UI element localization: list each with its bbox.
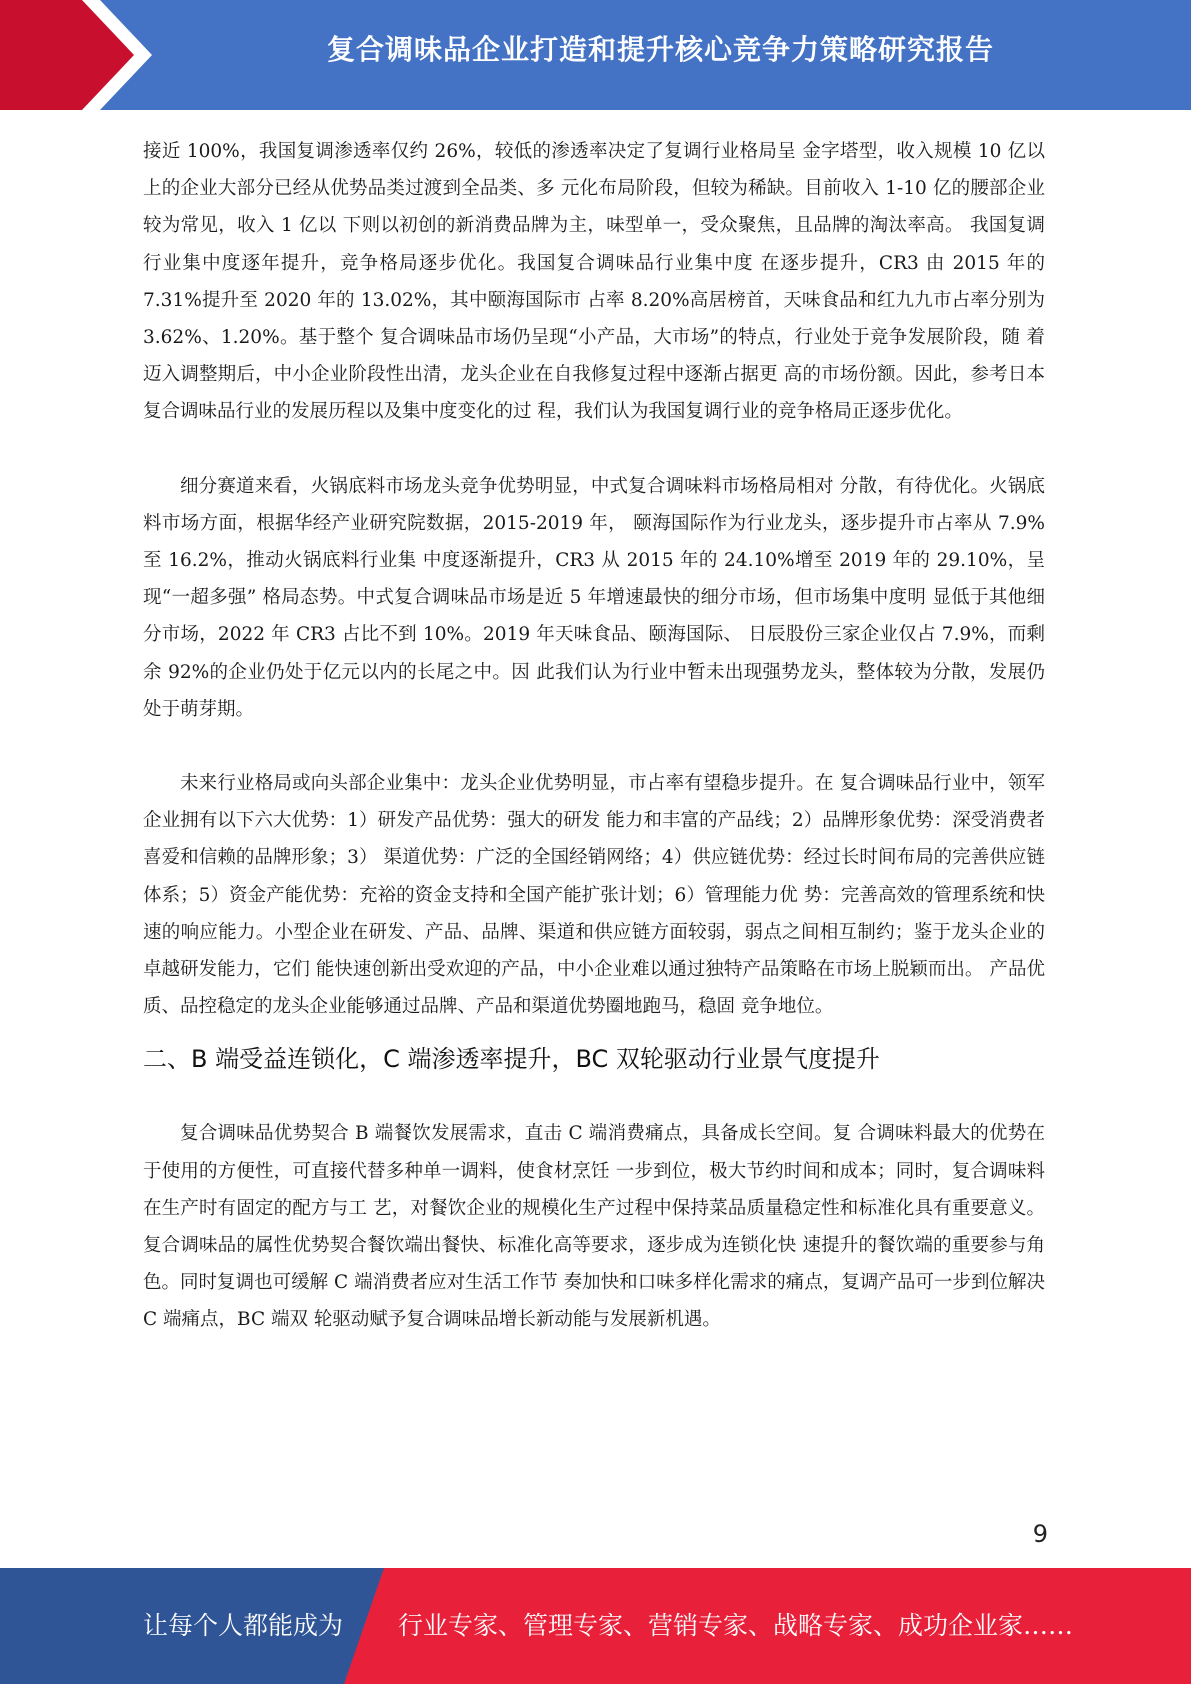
header-bar (0, 0, 1191, 110)
document-title: 复合调味品企业打造和提升核心竞争力策略研究报告 (326, 33, 994, 66)
page-content (143, 133, 1045, 1339)
paragraph: 未来行业格局或向头部企业集中：龙头企业优势明显，市占率有望稳步提升。在 复合调味品行业中，领军企业拥有以下六大优势：1）研发产品优势：强大的研发 能力和丰富的产品线；2）品牌形象优势：深受消费者喜爱和信赖的品牌形象；3） 渠道优势：广泛的全国经销网络；4）供应链优势：经过长时间布局的完善供应链 体系；5）资金产能优势：充裕的资金支持和全国产能扩张计划；6）管理能力优 势：完善高效的管理系统和快速的响应能力。小型企业在研发、产品、品牌、渠道和供应链方面较弱，弱点之间相互制约；鉴于龙头企业的卓越研发能力，它们 能快速创新出受欢迎的产品，中小企业难以通过独特产品策略在市场上脱颖而出。 产品优质、品控稳定的龙头企业能够通过品牌、产品和渠道优势圈地跑马，稳固 竞争地位。 (143, 773, 1045, 1018)
footer-slogan-right: 行业专家、管理专家、营销专家、战略专家、成功企业家…… (398, 1611, 1074, 1640)
page-number: 9 (1032, 1520, 1048, 1548)
paragraph: 细分赛道来看，火锅底料市场龙头竞争优势明显，中式复合调味料市场格局相对 分散，有待优化。火锅底料市场方面，根据华经产业研究院数据，2015-2019 年， 颐海国际作为行业龙头，逐步提升市占率从 7.9%至 16.2%，推动火锅底料行业集 中度逐渐提升，CR3 从 2015 年的 24.10%增至 2019 年的 29.10%，呈现“一超多强” 格局态势。中式复合调味品市场是近 5 年增速最快的细分市场，但市场集中度明 显低于其他细分市场，2022 年 CR3 占比不到 10%。2019 年天味食品、颐海国际、 日辰股份三家企业仅占 7.9%，而剩余 92%的企业仍处于亿元以内的长尾之中。因 此我们认为行业中暂未出现强势龙头，整体较为分散，发展仍处于萌芽期。 (143, 475, 1045, 720)
paragraph: 复合调味品优势契合 B 端餐饮发展需求，直击 C 端消费痛点，具备成长空间。复 合调味料最大的优势在于使用的方便性，可直接代替多种单一调料，使食材烹饪 一步到位，极大节约时间和成本；同时，复合调味料在生产时有固定的配方与工 艺，对餐饮企业的规模化生产过程中保持菜品质量稳定性和标准化具有重要意义。 复合调味品的属性优势契合餐饮端出餐快、标准化高等要求，逐步成为连锁化快 速提升的餐饮端的重要参与角色。同时复调也可缓解 C 端消费者应对生活工作节 奏加快和口味多样化需求的痛点，复调产品可一步到位解决 C 端痛点，BC 端双 轮驱动赋予复合调味品增长新动能与发展新机遇。 (143, 1123, 1045, 1331)
footer-slogan-left: 让每个人都能成为 (143, 1611, 344, 1640)
section-heading: 二、B 端受益连锁化，C 端渗透率提升，BC 双轮驱动行业景气度提升 (143, 1045, 880, 1074)
header-chevron-icon (0, 0, 160, 110)
footer-banner (0, 1568, 1191, 1684)
paragraph: 接近 100%，我国复调渗透率仅约 26%，较低的渗透率决定了复调行业格局呈 金字塔型，收入规模 10 亿以上的企业大部分已经从优势品类过渡到全品类、多 元化布局阶段，但较为稀缺。目前收入 1-10 亿的腰部企业较为常见，收入 1 亿以 下则以初创的新消费品牌为主，味型单一，受众聚焦，且品牌的淘汰率高。 我国复调行业集中度逐年提升，竞争格局逐步优化。我国复合调味品行业集中度 在逐步提升，CR3 由 2015 年的 7.31%提升至 2020 年的 13.02%，其中颐海国际市 占率 8.20%高居榜首，天味食品和红九九市占率分别为 3.62%、1.20%。基于整个 复合调味品市场仍呈现“小产品，大市场”的特点，行业处于竞争发展阶段，随 着迈入调整期后，中小企业阶段性出清，龙头企业在自我修复过程中逐渐占据更 高的市场份额。因此，参考日本复合调味品行业的发展历程以及集中度变化的过 程，我们认为我国复调行业的竞争格局正逐步优化。 (143, 141, 1045, 423)
